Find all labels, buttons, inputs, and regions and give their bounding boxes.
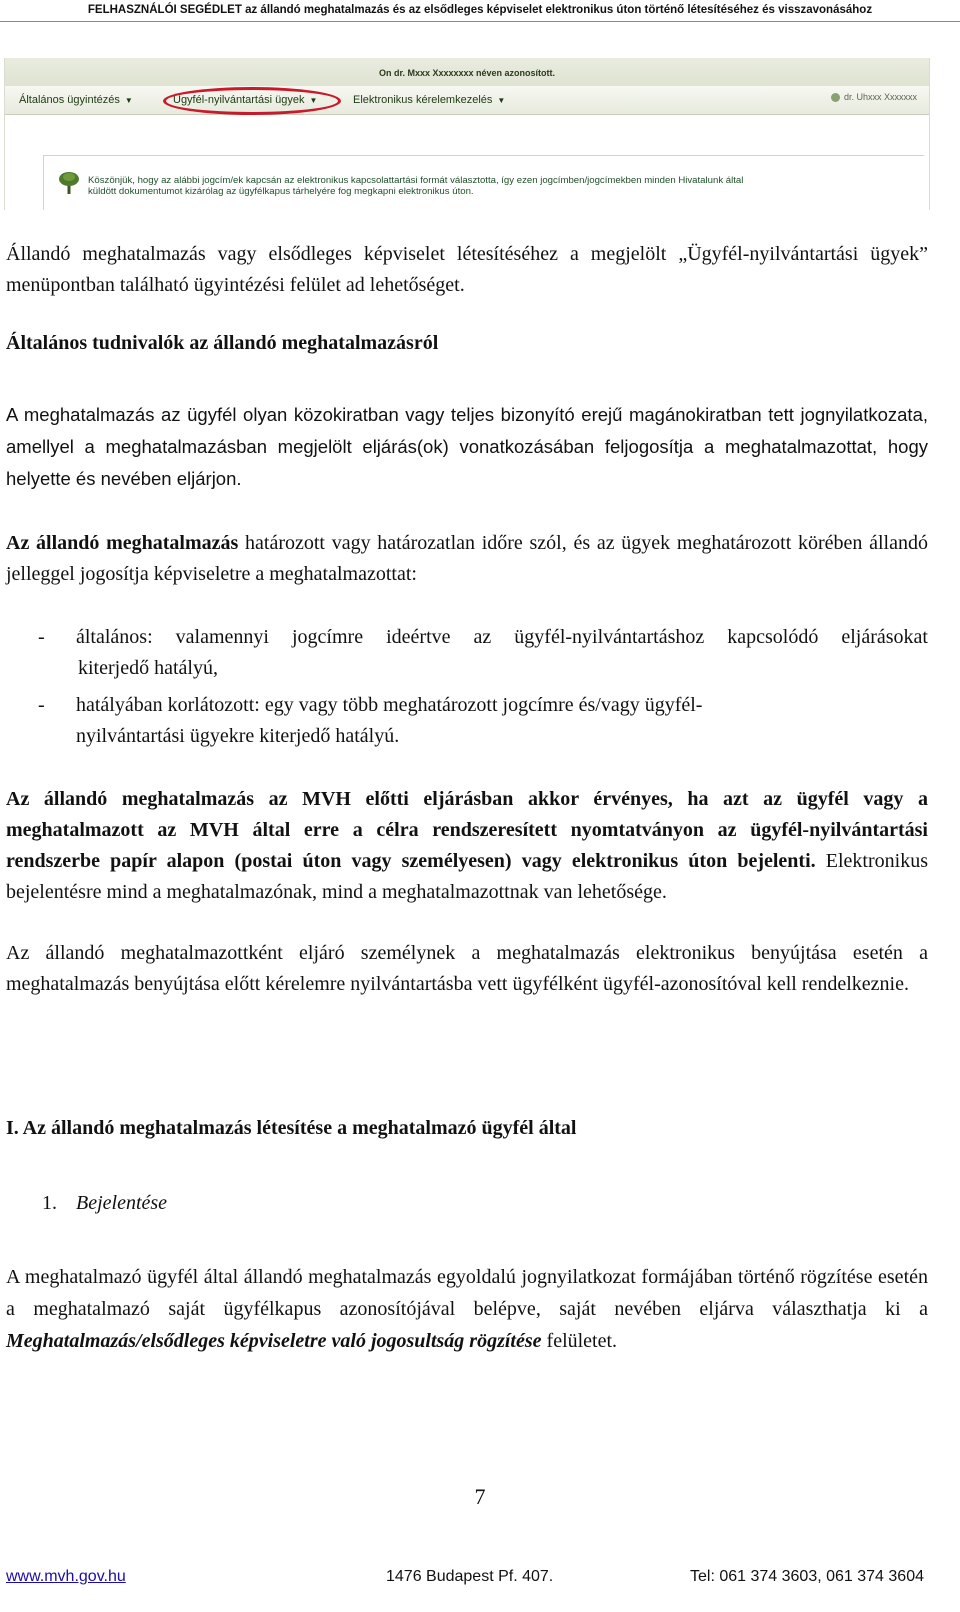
subsection-number: 1.	[42, 1192, 57, 1214]
definition-paragraph: A meghatalmazás az ügyfél olyan közokiratban vagy teljes bizonyító erejű magánokiratban tett jognyilatkozata, amellyel a meghatalmazásban megjelölt eljárás(ok) vonatkozásában feljogosítja a meghatalmazottat, hogy helyette és nevében eljárjon.	[6, 404, 928, 489]
footer-address: 1476 Budapest Pf. 407.	[386, 1568, 554, 1585]
bold-term: Az állandó meghatalmazás	[6, 532, 239, 554]
section-heading-general: Általános tudnivalók az állandó meghatalmazásról	[6, 332, 439, 354]
validity-paragraph	[6, 784, 928, 908]
paragraph-text: Elektronikus bejelentésre mind a meghatalmazónak, mind a meghatalmazottnak van lehetősége.	[6, 850, 928, 903]
bullet-line: általános: valamennyi jogcímre ideértve az ügyfél-nyilvántartáshoz kapcsolódó eljárásokat	[76, 626, 928, 648]
subsection-title: Bejelentése	[76, 1192, 168, 1214]
chevron-down-icon: ▼	[497, 96, 506, 105]
tree-icon	[58, 170, 80, 196]
permanent-authorization-paragraph	[6, 528, 928, 590]
menu-item-label: Ügyfél-nyilvántartási ügyek	[173, 94, 305, 106]
menu-item-elektronikus[interactable]	[353, 94, 505, 106]
section-heading-1: I. Az állandó meghatalmazás létesítése a meghatalmazó ügyfél által	[6, 1117, 577, 1139]
intro-paragraph: Állandó meghatalmazás vagy elsődleges képviselet létesítéséhez a megjelölt „Ügyfél-nyilvántartási ügyek” menüpontban található ügyintézési felület ad lehetőséget.	[6, 243, 928, 296]
header-rule	[0, 21, 960, 22]
footer-website[interactable]	[6, 1568, 126, 1586]
interface-name: Meghatalmazás/elsődleges képviseletre való jogosultság rögzítése	[6, 1330, 542, 1352]
bullet-line: kiterjedő hatályú,	[78, 657, 218, 679]
chevron-down-icon: ▼	[309, 96, 318, 105]
avatar	[831, 93, 840, 102]
website-link[interactable]: www.mvh.gov.hu	[6, 1568, 126, 1585]
paragraph-text: A meghatalmazó ügyfél által állandó meghatalmazás egyoldalú jognyilatkozat formájában történő rögzítése esetén a meghatalmazó saját ügyfélkapus azonosítójával belépve, saját nevében eljárva választhatja ki a	[6, 1266, 928, 1320]
paragraph-text: határozott vagy határozatlan időre szól, és az ügyek meghatározott körében állandó jelleggel jogosítja képviseletre a meghatalmazottat:	[6, 532, 928, 585]
notice-box	[43, 155, 924, 210]
paragraph-text: felületet.	[541, 1330, 618, 1352]
user-menu[interactable]	[831, 92, 917, 102]
running-header: FELHASZNÁLÓI SEGÉDLET az állandó meghatalmazás és az elsődleges képviselet elektronikus úton történő létesítéséhez és visszavonásához	[87, 4, 873, 16]
menu-item-label: Elektronikus kérelemkezelés	[353, 94, 493, 106]
client-id-paragraph: Az állandó meghatalmazottként eljáró személynek a meghatalmazás elektronikus benyújtása esetén a meghatalmazás benyújtása előtt kérelemre nyilvántartásba vett ügyfélként ügyfél-azonosítóval kell rendelkeznie.	[6, 942, 928, 995]
bullet-dash: -	[38, 626, 45, 648]
notice-text: Köszönjük, hogy az alábbi jogcím/ek kapcsán az elektronikus kapcsolattartási formát választotta, így ezen jogcímben/jogcímekben minden Hivatalunk által küldött dokumentumot kizárólag az ügyfélkapus tárhelyére fog megkapni elektronikus úton.	[88, 175, 744, 197]
footer-phone: Tel: 061 374 3603, 061 374 3604	[690, 1568, 924, 1585]
chevron-down-icon: ▼	[124, 96, 133, 105]
screenshot-identity-text: On dr. Mxxx Xxxxxxxx néven azonosított.	[378, 68, 556, 78]
menu-item-altalanos[interactable]	[19, 94, 133, 106]
bullet-line: hatályában korlátozott: egy vagy több meghatározott jogcímre és/vagy ügyfél-	[76, 694, 703, 716]
registration-paragraph	[6, 1261, 928, 1357]
menu-item-label: Általános ügyintézés	[19, 94, 120, 106]
bullet-line: nyilvántartási ügyekre kiterjedő hatályú.	[76, 725, 400, 747]
bold-statement: Az állandó meghatalmazás az MVH előtti eljárásban akkor érvényes, ha azt az ügyfél vagy a meghatalmazott az MVH által erre a célra rendszeresített nyomtatványon az ügyfél-nyilvántartási rendszerbe papír alapon (postai úton vagy személyesen) vagy elektronikus úton bejelenti.	[6, 788, 928, 872]
highlight-ellipse	[163, 87, 341, 115]
embedded-screenshot	[4, 58, 930, 210]
page-number: 7	[474, 1484, 486, 1509]
user-name: dr. Uhxxx Xxxxxxx	[843, 92, 917, 102]
bullet-dash: -	[38, 694, 45, 716]
